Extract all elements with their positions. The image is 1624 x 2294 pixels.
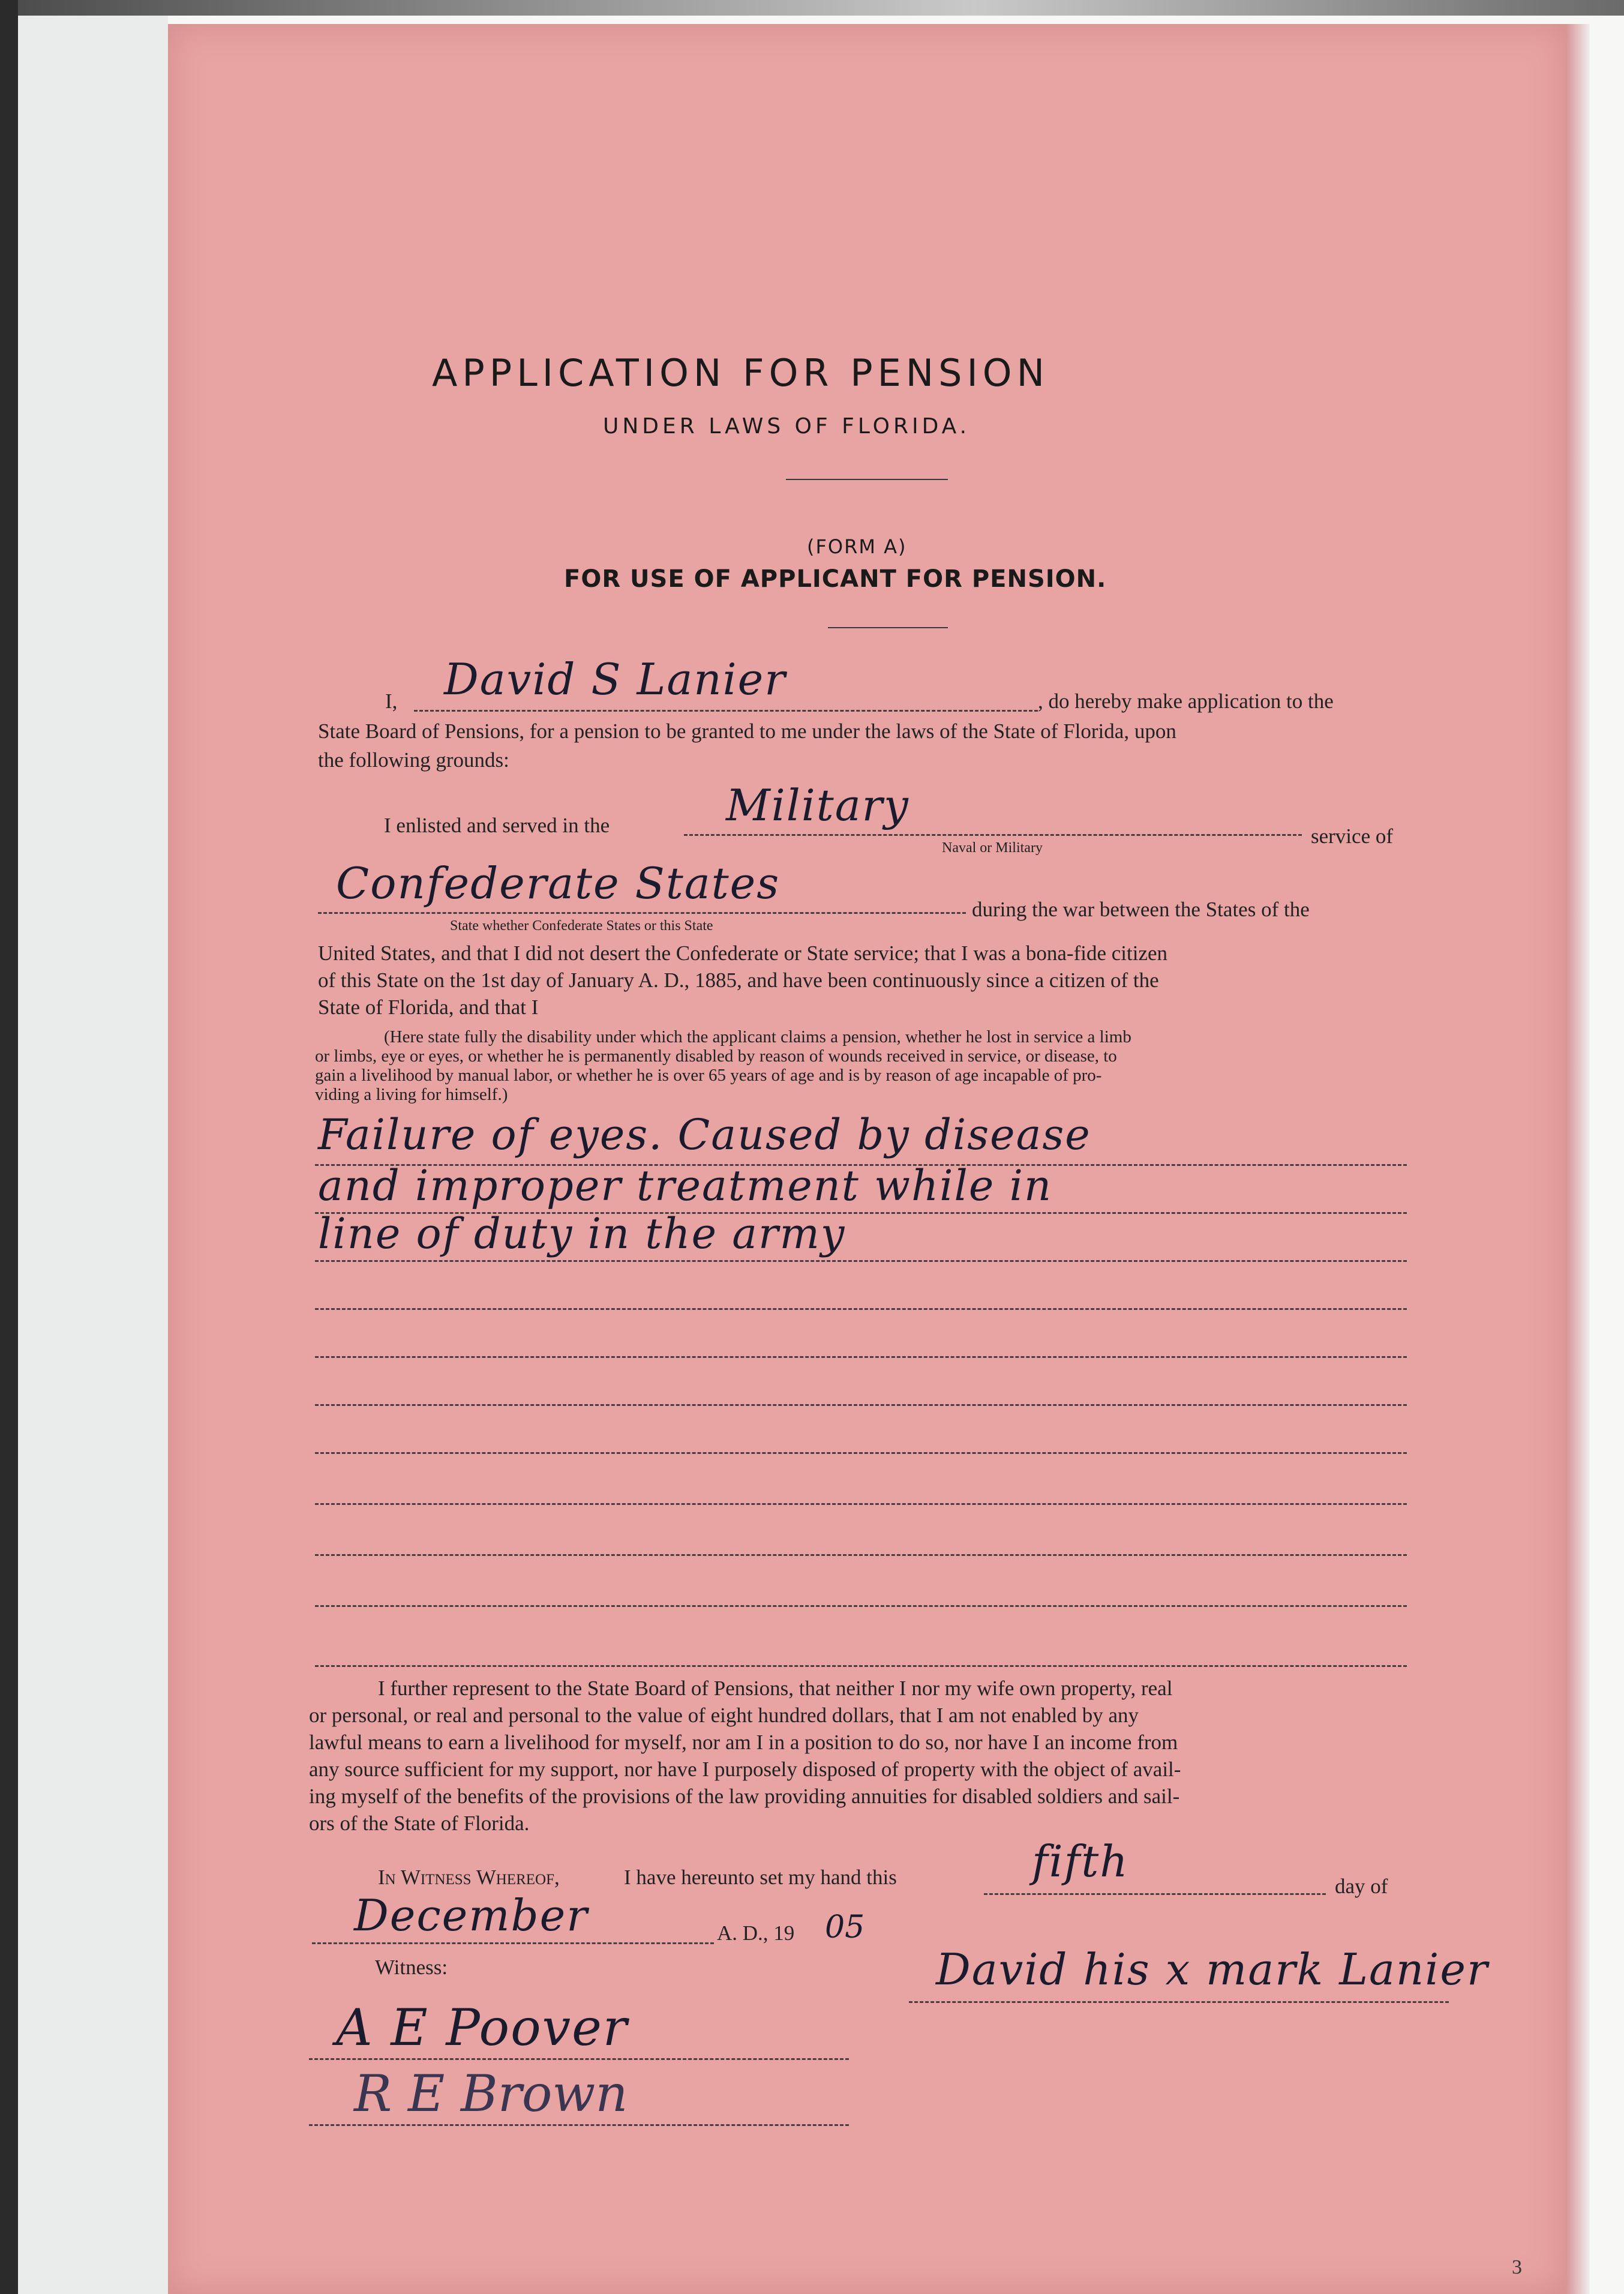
signature-line: [909, 2001, 1449, 2003]
witness-whereof: In Witness Whereof,: [378, 1866, 560, 1889]
disability-rule-7: [315, 1452, 1407, 1454]
disability-rule-8: [315, 1503, 1407, 1505]
disability-note-2: or limbs, eye or eyes, or whether he is permanently disabled by reason of wounds received in service, or disease, to: [315, 1046, 1117, 1066]
disability-note-1: (Here state fully the disability under which the applicant claims a pension, whether he lost in service a limb: [384, 1027, 1131, 1046]
disability-rule-11: [315, 1665, 1407, 1667]
service-line-2: United States, and that I did not desert the Confederate or State service; that I was a bona-fide citizen: [318, 941, 1168, 965]
form-use-heading: FOR USE OF APPLICANT FOR PENSION.: [564, 565, 1107, 593]
witness2-line: [309, 2124, 849, 2126]
page-number: 3: [1512, 2256, 1522, 2278]
witness1-line: [309, 2058, 849, 2060]
disability-rule-9: [315, 1554, 1407, 1556]
intro-line-2: State Board of Pensions, for a pension to be granted to me under the laws of the State of Florida, upon: [318, 719, 1176, 743]
service-suffix: service of: [1311, 824, 1394, 848]
paper-edge: [1566, 24, 1590, 2294]
service-branch[interactable]: Military: [726, 780, 909, 830]
witness-text: I have hereunto set my hand this: [624, 1866, 897, 1889]
disability-line-2[interactable]: and improper treatment while in: [318, 1161, 1053, 1210]
scan-background: [18, 16, 168, 2294]
disability-note-4: viding a living for himself.): [315, 1085, 508, 1104]
form-title: APPLICATION FOR PENSION: [432, 351, 1049, 395]
disability-rule-3: [315, 1260, 1407, 1262]
applicant-name-line: [414, 710, 1038, 712]
service-line-3: of this State on the 1st day of January A. D., 1885, and have been continuously since a citizen of the: [318, 968, 1159, 992]
intro-end: , do hereby make application to the: [1038, 689, 1334, 713]
witness-month[interactable]: December: [354, 1890, 589, 1941]
representation-line-5: ing myself of the benefits of the provisions of the law providing annuities for disabled soldiers and sail-: [309, 1785, 1180, 1808]
service-state-line: [318, 912, 966, 914]
representation-line-1: I further represent to the State Board of Pensions, that neither I nor my wife own property, real: [378, 1677, 1173, 1700]
witness-year[interactable]: 05: [825, 1909, 865, 1945]
state-hint: State whether Confederate States or this State: [450, 918, 713, 934]
disability-note-3: gain a livelihood by manual labor, or whether he is over 65 years of age and is by reason of age incapable of pro-: [315, 1066, 1102, 1085]
service-prefix: I enlisted and served in the: [384, 814, 610, 837]
month-line: [312, 1942, 714, 1944]
form-subtitle: UNDER LAWS OF FLORIDA.: [603, 414, 971, 439]
header-rule: [786, 479, 948, 480]
header-rule-2: [828, 627, 948, 628]
representation-line-3: lawful means to earn a livelihood for myself, nor am I in a position to do so, nor have I an income from: [309, 1731, 1178, 1754]
disability-rule-6: [315, 1404, 1407, 1406]
day-suffix: day of: [1335, 1875, 1388, 1898]
disability-line-1[interactable]: Failure of eyes. Caused by disease: [318, 1110, 1091, 1159]
disability-line-3[interactable]: line of duty in the army: [318, 1209, 846, 1258]
disability-rule-10: [315, 1605, 1407, 1607]
day-line: [984, 1893, 1326, 1895]
representation-line-6: ors of the State of Florida.: [309, 1812, 530, 1835]
applicant-prefix: I,: [385, 689, 398, 713]
scan-left-edge: [0, 0, 18, 2294]
witness1-signature[interactable]: A E Poover: [336, 1998, 628, 2057]
disability-rule-5: [315, 1356, 1407, 1358]
war-text: during the war between the States of the: [972, 898, 1310, 921]
witness2-signature[interactable]: R E Brown: [354, 2064, 628, 2123]
disability-rule-4: [315, 1308, 1407, 1310]
service-branch-line: [684, 834, 1302, 836]
witness-label: Witness:: [375, 1956, 448, 1979]
witness-day[interactable]: fifth: [1032, 1836, 1129, 1887]
applicant-name[interactable]: David S Lanier: [444, 654, 787, 704]
intro-line-3: the following grounds:: [318, 748, 509, 772]
applicant-signature[interactable]: David his x mark Lanier: [936, 1944, 1489, 1995]
scan-top-strip: [0, 0, 1624, 16]
representation-line-4: any source sufficient for my support, nor have I purposely disposed of property with the object of avail-: [309, 1758, 1181, 1781]
ad-text: A. D., 19: [717, 1921, 795, 1945]
form-label: (FORM A): [807, 535, 907, 558]
service-line-4: State of Florida, and that I: [318, 995, 539, 1019]
representation-line-2: or personal, or real and personal to the value of eight hundred dollars, that I am not enabled by any: [309, 1704, 1139, 1727]
service-state[interactable]: Confederate States: [336, 858, 781, 908]
branch-hint: Naval or Military: [942, 840, 1043, 856]
